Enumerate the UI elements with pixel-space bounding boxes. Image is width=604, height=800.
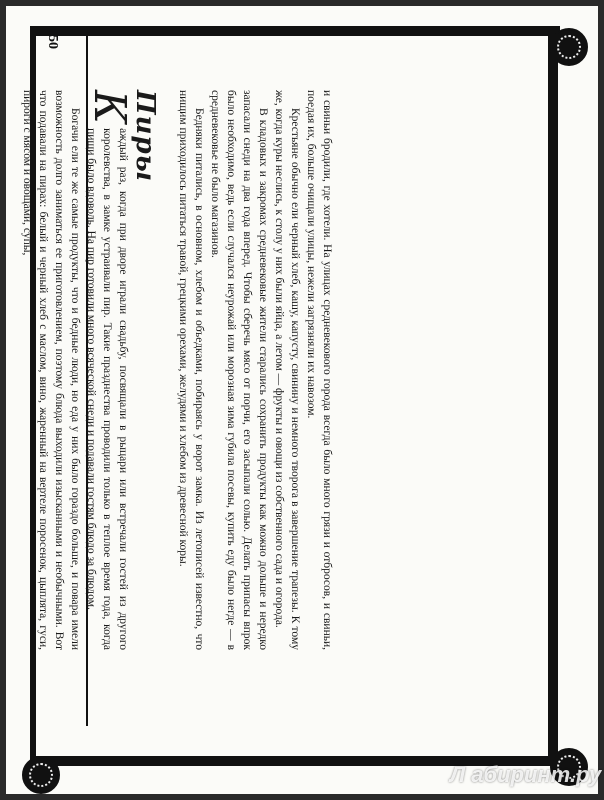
article-body <box>0 90 335 650</box>
paragraph: Бедняки питались, в основном, хлебом и объедками, побираясь у ворот замка. Из летописей известно, что нищим приходилось питаться травой, грецкими орехами, желудями и хлебом из древесной коры. <box>177 90 205 650</box>
page-frame-top <box>30 26 560 36</box>
ornament-medallion-icon <box>22 756 60 794</box>
drop-cap: К <box>84 90 135 125</box>
paragraph: В кладовых и закромах средневековые жители старались сохранить продукты как можно дольше и нередко запасали снеди на два года вперед. Чтобы сберечь мясо от порчи, его засыпали солью. Делать припасы впрок было необходимо, ведь если случался неурожай или морозная зима губила посевы, купить еду было негде — в средневековье не было магазинов. <box>209 90 269 650</box>
paragraph <box>83 90 135 650</box>
page-number: 50 <box>45 35 60 49</box>
paragraph: Богачи ели те же самые продукты, что и бедные люди, но еда у них было гораздо больше, и повара имели возможность долго заниматься ее приготовлением, поэтому блюда выходили изысканными и необычными. Вот что подавали на пирах: белый и черный хлеб с маслом, вино, жаренный на вертеле поросенок, цыплята, гуси, пироги с мясом и овощами, супы, <box>21 90 81 650</box>
page-frame-right <box>548 26 558 766</box>
paragraph: и свиньи бродили, где хотели. На улицах средневекового города всегда было много грязи и отбросов, и свиньи, поедая их, больше очищали улицы, нежели загрязняли их навозом. <box>305 90 333 650</box>
paragraph-text: аждый раз, когда при дворе играли свадьбу, посвящали в рыцари или встречали гостей из другого королевства, в замке устраивали пир. Такие празднества проводили только в теплое время года, когда пищи было вдоволь. На пир готовили много всяческой снеди и подавали гостям блюдо за блюдом. <box>85 128 129 650</box>
watermark: Л абиринт.ру <box>450 762 602 787</box>
ornament-medallion-icon <box>550 28 588 66</box>
section-heading: Пиры <box>130 90 160 183</box>
paragraph: Крестьяне обычно ели черный хлеб, кашу, капусту, свинину и немного творога в завершение трапезы. К тому же, когда куры неслись, к столу у них были яйца, а летом — фрукты и овощи из собственного сада и огорода. <box>273 90 301 650</box>
